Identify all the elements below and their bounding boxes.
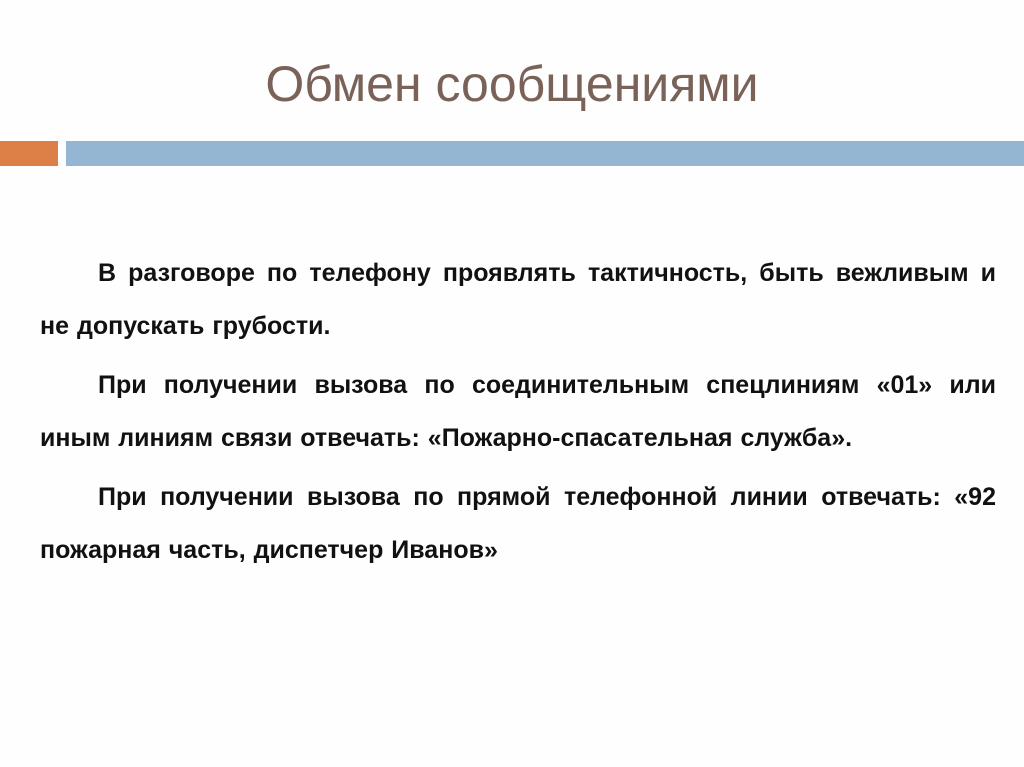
title-accent-bar (0, 141, 58, 166)
slide-title: Обмен сообщениями (265, 56, 759, 112)
paragraph-special-lines: При получении вызова по соединительным спецлиниям «01» или иным линиям связи отвечать: «Пожарно-спасательная служба». (40, 371, 996, 452)
paragraph-phone-etiquette: В разговоре по телефону проявлять тактичность, быть вежливым и не допускать грубости. (40, 259, 996, 340)
slide-body (40, 247, 996, 583)
paragraph-direct-line: При получении вызова по прямой телефонной линии отвечать: «92 пожарная часть, диспетчер Иванов» (40, 483, 996, 564)
title-divider-bar (66, 141, 1024, 166)
